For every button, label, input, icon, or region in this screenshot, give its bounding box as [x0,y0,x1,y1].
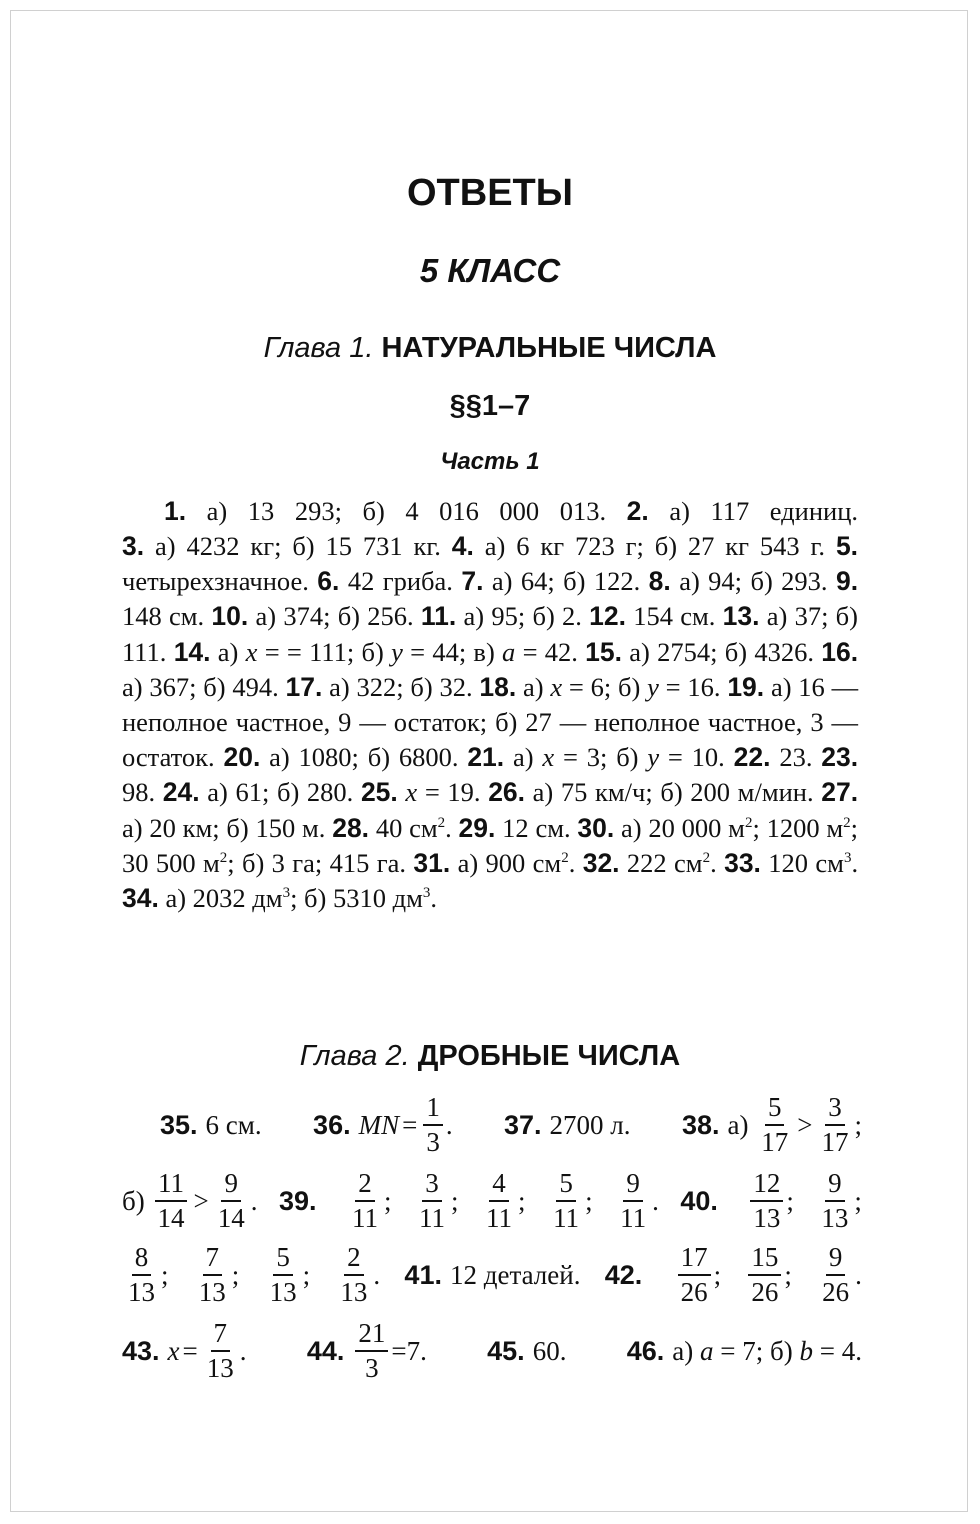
fraction-line-2: б) 11 14 > 9 14 . 39. 2 11 ; 3 11 ; 4 11 ; 5 11 ; 9 11 . 40. 12 13 ; 9 13 ; [122,1168,862,1233]
fraction: 7 13 [198,1242,226,1307]
page-title: ОТВЕТЫ [407,172,573,214]
chapter-2-heading [0,1040,980,1073]
fraction: $\frac{21}{3}$ [355,1320,388,1382]
fraction: 4 11 [486,1168,513,1233]
grade-heading: 5 КЛАСС [419,252,561,289]
answer-number: 2. [626,496,649,526]
answer-line-1: 1. а) 13 293; б) 4 016 000 013. 2. а) 117 единиц. [164,496,859,526]
fraction: 5 11 [553,1168,580,1233]
section-heading: §§1–7 [449,390,531,422]
fraction-line-4: 43. x = $\frac{7}{13}$ . 44. $\frac{21}{3}$ =7. 45. 60. 46. а) a = 7; б) b = 4. [122,1318,862,1383]
fraction: 3 17 [821,1092,849,1157]
chapter-2-name: ДРОБНЫЕ ЧИСЛА [417,1040,681,1072]
fraction-line-3: 8 13 ; 7 13 ; 5 13 ; 2 13 . 41. 12 деталей. 42. 17 26 ; 15 26 ; 9 26 . [122,1240,862,1310]
fraction: 12 13 [750,1170,783,1232]
part-heading: Часть 1 [440,448,540,475]
fraction: $\frac{7}{13}$ [206,1318,234,1383]
fraction-line-1: 35. 6 см. 36. MN = $\frac{1}{3}$ . 37. 2700 л. 38. а) 5 17 > 3 17 ; [160,1092,862,1157]
fraction: $\frac{1}{3}$ [423,1094,443,1156]
fraction: 8 13 [128,1242,155,1307]
fraction: 3 11 [419,1168,446,1233]
fraction: 15 26 [748,1244,781,1306]
chapter-1-name: НАТУРАЛЬНЫЕ ЧИСЛА [381,332,717,364]
fraction: 2 11 [352,1168,379,1233]
fraction: 9 13 [821,1168,849,1233]
fraction: 5 17 [761,1092,789,1157]
answer-block-3-34: 3. а) 4232 кг; б) 15 731 кг. 4. а) 6 кг 723 г; б) 27 кг 543 г. 5. четырехзначное. 6. 42 гриба. 7. а) 64; б) 122. 8. а) 94; б) 293. 9. 148 см. 10. а) 374; б) 256. 11. а) 95; б) 2. 12. 154 см. 13. а) 37; б) 111. 14. а) x = = 111; б) y = 44; в) a = 42. 15. а) 2754; б) 4326. 16. а) 367; б) 494. 17. а) 322; б) 32. 18. а) x = 6; б) y = 16. 19. а) 16 — неполное частное, 9 — остаток; б) 27 — неполное частное, 3 — остаток. 20. а) 1080; б) 6800. 21. а) x = 3; б) y = 10. 22. 23. 23. 98. 24. а) 61; б) 280. 25. x = 19. 26. а) 75 км/ч; б) 200 м/мин. 27. а) 20 км; б) 150 м. 28. 40 $см^2$. 29. 12 см. 30. а) 20 000 $м^2$; 1200 $м^2$; 30 500 $м^2$; б) 3 га; 415 га. 31. а) 900 $см^2$. 32. 222 $см^2$. 33. 120 $см^3$. 34. а) 2032 $дм^3$; б) 5310 $дм^3$. [122,531,859,914]
chapter-1-label: Глава 1. [263,332,374,364]
fraction: 9 26 [822,1242,850,1307]
fraction: 9 11 [620,1168,647,1233]
chapter-1-heading [0,332,980,365]
fraction: 11 14 [154,1170,187,1232]
answer-number: 1. [164,496,187,526]
fraction: 2 13 [340,1242,368,1307]
fraction: 17 26 [678,1244,711,1306]
fraction: 9 14 [217,1168,245,1233]
chapter-2-label: Глава 2. [299,1040,410,1072]
fraction: 5 13 [269,1242,297,1307]
